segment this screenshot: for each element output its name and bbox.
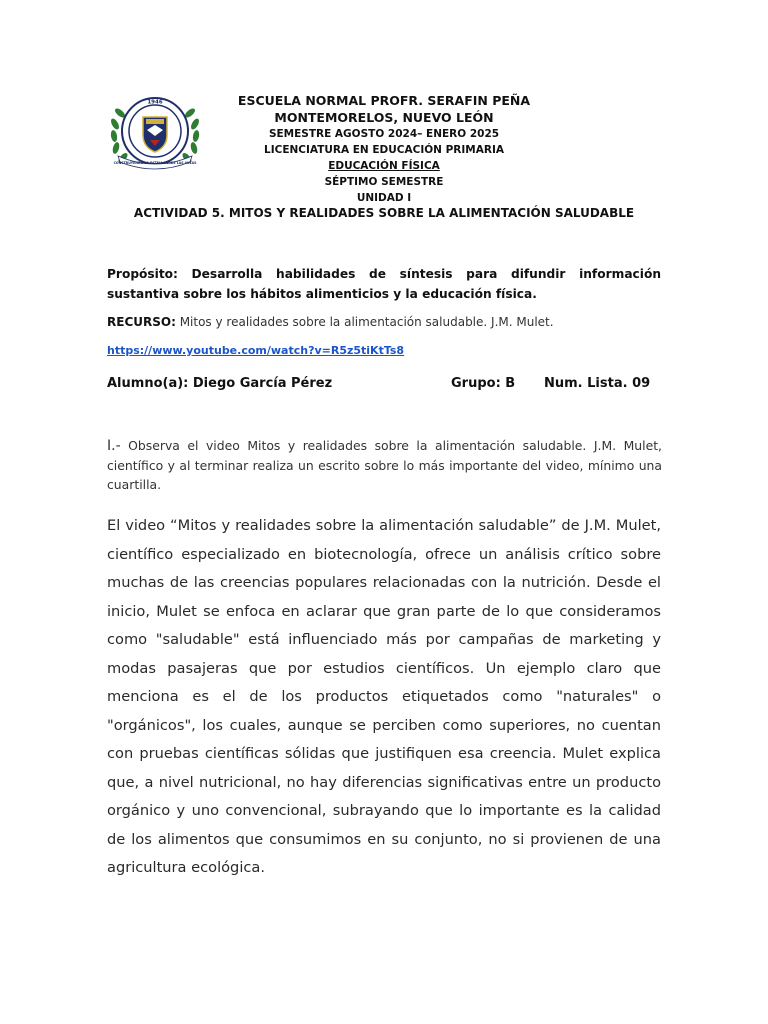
document-header <box>120 92 648 206</box>
essay-paragraph: El video “Mitos y realidades sobre la alimentación saludable” de J.M. Mulet, científico especializado en biotecnología, ofrece un análisis crítico sobre muchas de las creencias populares relacionadas con la nutrición. Desde el inicio, Mulet se enfoca en aclarar que gran parte de lo que consideramos como "saludable" está influenciado más por campañas de marketing y modas pasajeras que por estudios científicos. Un ejemplo claro que menciona es el de los productos etiquetados como "naturales" o "orgánicos", los cuales, aunque se perciben como superiores, no cuentan con pruebas científicas sólidas que justifiquen esa creencia. Mulet explica que, a nivel nutricional, no hay diferencias significativas entre un producto orgánico y uno convencional, subrayando que lo importante es la calidad de los alimentos que consumimos en su conjunto, no si provienen de una agricultura ecológica. <box>107 517 661 876</box>
school-name: ESCUELA NORMAL PROFR. SERAFIN PEÑA <box>237 93 531 108</box>
resource-label: RECURSO: <box>107 315 176 329</box>
degree-program: LICENCIATURA EN EDUCACIÓN PRIMARIA <box>264 144 504 156</box>
unit-label: UNIDAD I <box>356 192 412 204</box>
resource-text: Mitos y realidades sobre la alimentación saludable. J.M. Mulet. <box>175 315 554 329</box>
purpose-paragraph: Propósito: Desarrolla habilidades de síntesis para difundir información sustantiva sobre los hábitos alimenticios y la educación física. <box>107 267 661 301</box>
subject-name: EDUCACIÓN FÍSICA <box>328 160 440 172</box>
logo-year: 1946 <box>147 99 163 106</box>
resource-line <box>107 315 554 329</box>
school-city: MONTEMORELOS, NUEVO LEÓN <box>274 110 494 125</box>
activity-title: ACTIVIDAD 5. MITOS Y REALIDADES SOBRE LA ALIMENTACIÓN SALUDABLE <box>133 206 635 220</box>
video-link[interactable]: https://www.youtube.com/watch?v=R5z5tiKtTs8 <box>107 344 405 357</box>
student-list-number: Num. Lista. 09 <box>544 376 651 391</box>
instruction-number: I.- <box>107 438 121 454</box>
student-group: Grupo: B <box>451 376 516 391</box>
semester-level: SÉPTIMO SEMESTRE <box>324 176 444 188</box>
logo-motto: CONSTRUYENDO LA PATRIA DESDE LAS AULAS <box>113 161 197 165</box>
semester-period: SEMESTRE AGOSTO 2024– ENERO 2025 <box>268 128 500 140</box>
instruction-paragraph <box>107 436 662 494</box>
instruction-text: Observa el video Mitos y realidades sobre la alimentación saludable. J.M. Mulet, científico y al terminar realiza un escrito sobre lo más importante del video, mínimo una cuartilla. <box>107 438 662 492</box>
student-name: Alumno(a): Diego García Pérez <box>107 376 333 391</box>
